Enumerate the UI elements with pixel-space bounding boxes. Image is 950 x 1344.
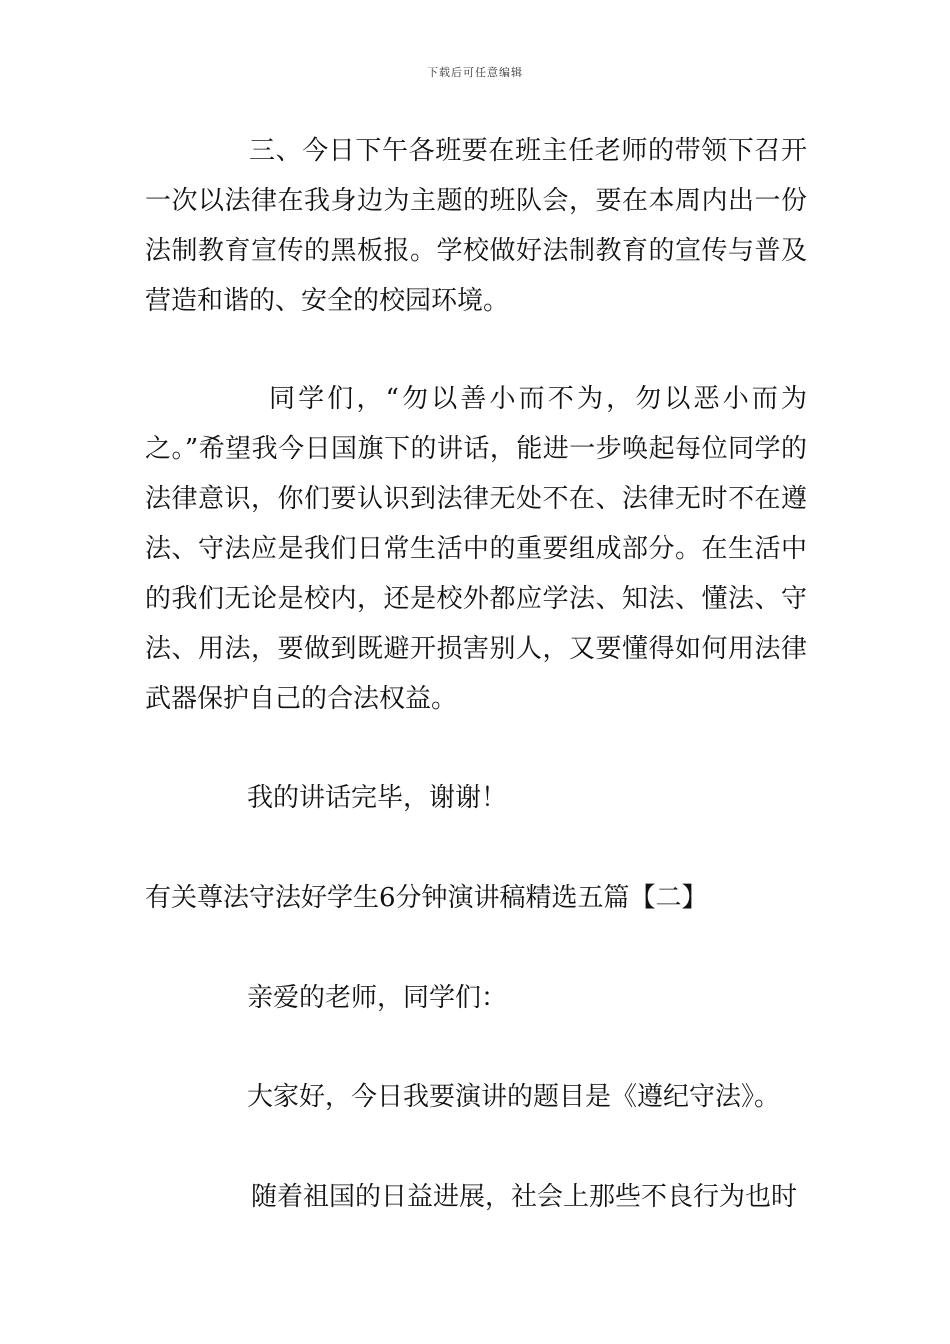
paragraph-body-start: 随着祖国的日益进展，社会上那些不良行为也时 [251, 1182, 798, 1212]
section-heading: 有关尊法守法好学生6分钟演讲稿精选五篇【二】 [145, 883, 708, 913]
paragraph-greeting: 亲爱的老师，同学们： [247, 983, 508, 1013]
paragraph-students-address: 同学们，“勿以善小而不为，勿以恶小而为之。”希望我今日国旗下的讲话，能进一步唤起每位同学的法律意识，你们要认识到法律无处不在、法律无时不在遵法、守法应是我们日常生活中的重要组成部分。在生活中的我们无论是校内，还是校外都应学法、知法、懂法、守法、用法，要做到既避开损害别人，又要懂得如何用法律武器保护自己的合法权益。 [145, 384, 807, 714]
paragraph-section-three: 三、今日下午各班要在班主任老师的带领下召开一次以法律在我身边为主题的班队会，要在本周内出一份法制教育宣传的黑板报。学校做好法制教育的宣传与普及营造和谐的、安全的校园环境。 [145, 136, 807, 316]
paragraph-closing: 我的讲话完毕，谢谢！ [247, 783, 508, 813]
page-header-note: 下载后可任意编辑 [427, 66, 523, 79]
paragraph-topic: 大家好，今日我要演讲的题目是《遵纪守法》。 [247, 1082, 781, 1112]
